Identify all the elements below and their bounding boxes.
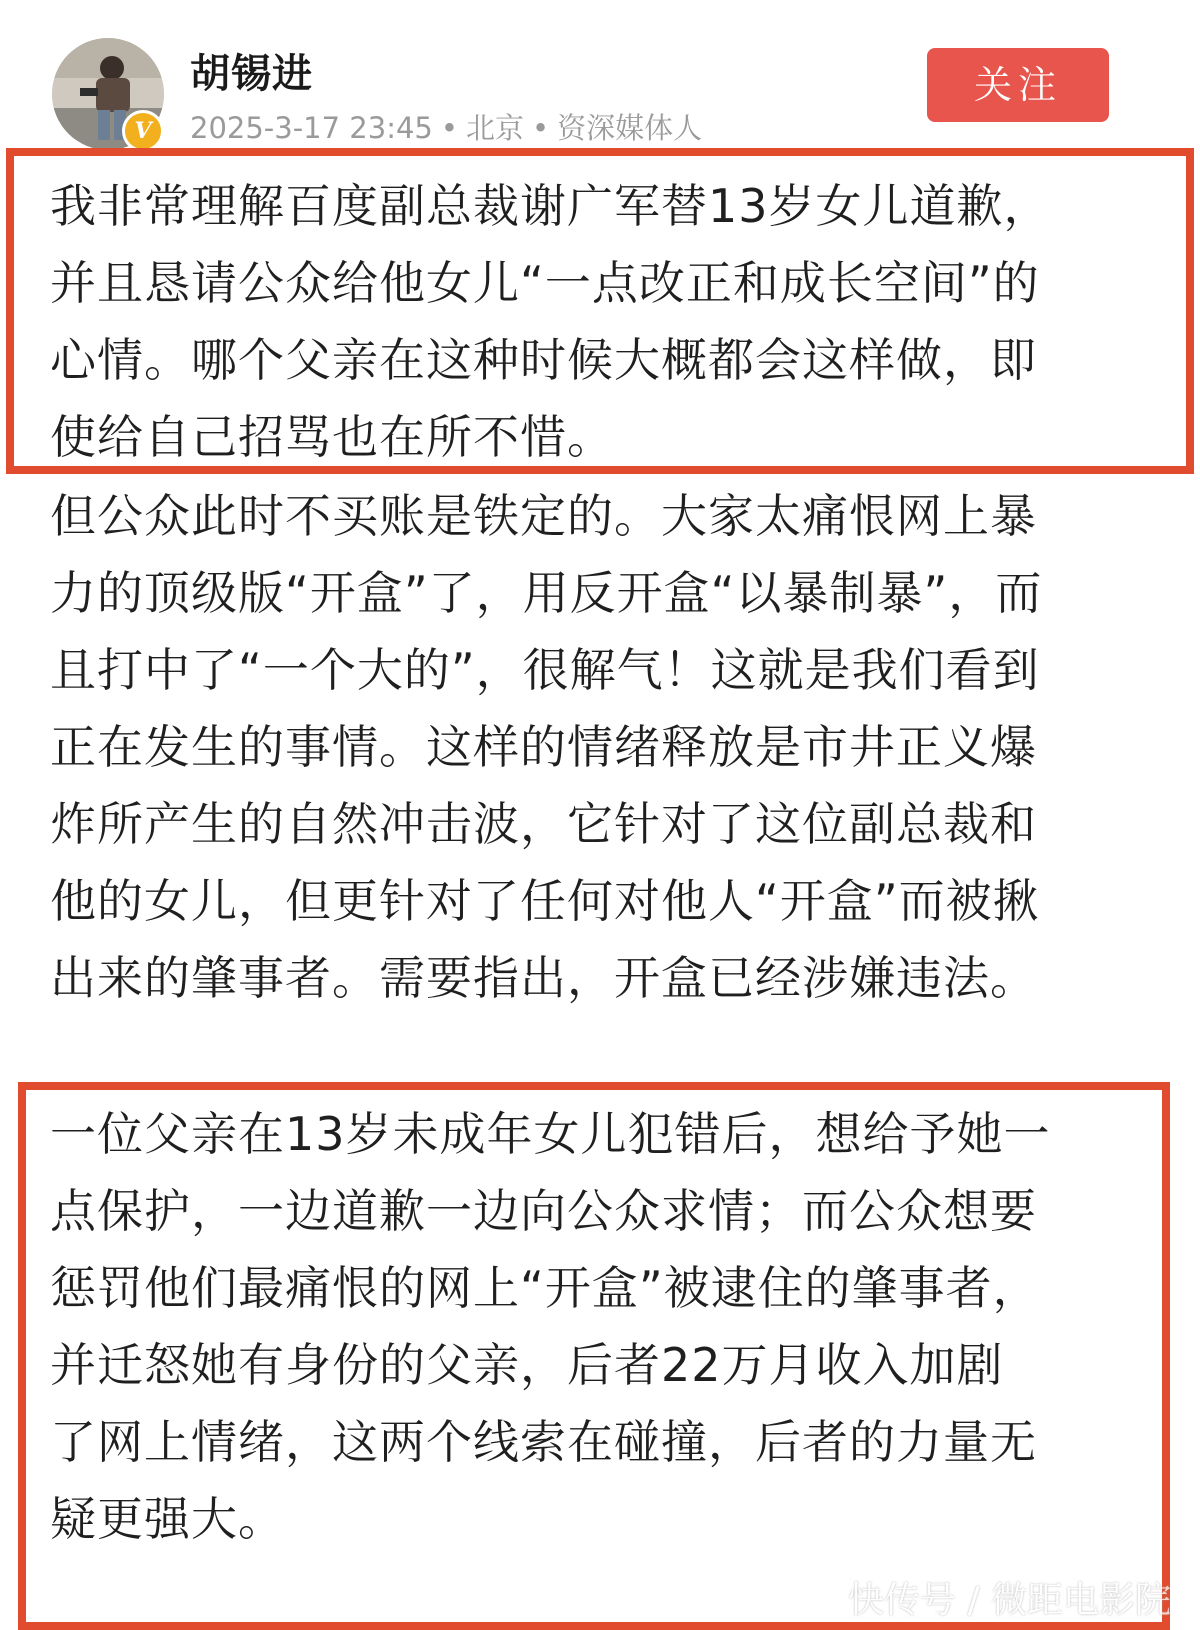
paragraph-line: 力的顶级版“开盒”了，用反开盒“以暴制暴”，而 bbox=[50, 566, 1043, 620]
follow-button[interactable]: 关注 bbox=[927, 48, 1109, 122]
paragraph-line: 点保护，一边道歉一边向公众求情；而公众想要 bbox=[50, 1184, 1037, 1238]
paragraph-line: 但公众此时不买账是铁定的。大家太痛恨网上暴 bbox=[50, 489, 1037, 543]
post-paragraph-3 bbox=[50, 1096, 1051, 1558]
post-meta bbox=[190, 106, 702, 147]
paragraph-line: 并且恳请公众给他女儿“一点改正和成长空间”的 bbox=[50, 256, 1040, 310]
paragraph-line: 炸所产生的自然冲击波，它针对了这位副总裁和 bbox=[50, 797, 1037, 851]
paragraph-line: 我非常理解百度副总裁谢广军替13岁女儿道歉， bbox=[50, 179, 1051, 233]
paragraph-line: 使给自己招骂也在所不惜。 bbox=[50, 410, 614, 464]
paragraph-line: 了网上情绪，这两个线索在碰撞，后者的力量无 bbox=[50, 1415, 1037, 1469]
watermark: 快传号 / 微距电影院 bbox=[848, 1580, 1172, 1621]
meta-separator: • bbox=[440, 111, 458, 145]
meta-separator: • bbox=[532, 111, 550, 145]
paragraph-line: 正在发生的事情。这样的情绪释放是市井正义爆 bbox=[50, 720, 1037, 774]
paragraph-line: 且打中了“一个大的”，很解气！这就是我们看到 bbox=[50, 643, 1040, 697]
paragraph-line: 心情。哪个父亲在这种时候大概都会这样做，即 bbox=[50, 333, 1037, 387]
paragraph-line: 疑更强大。 bbox=[50, 1492, 285, 1546]
post-paragraph-1 bbox=[50, 168, 1051, 476]
post-paragraph-2 bbox=[50, 478, 1042, 1017]
paragraph-line: 并迁怒她有身份的父亲，后者22万月收入加剧 bbox=[50, 1338, 1004, 1392]
post-header bbox=[0, 0, 1200, 150]
paragraph-line: 惩罚他们最痛恨的网上“开盒”被逮住的肇事者， bbox=[50, 1261, 1040, 1315]
author-title: 资深媒体人 bbox=[557, 111, 703, 145]
post-date: 2025-3-17 23:45 bbox=[190, 111, 433, 145]
paragraph-line: 出来的肇事者。需要指出，开盒已经涉嫌违法。 bbox=[50, 951, 1037, 1005]
author-name[interactable]: 胡锡进 bbox=[190, 51, 313, 97]
paragraph-line: 他的女儿，但更针对了任何对他人“开盒”而被揪 bbox=[50, 874, 1040, 928]
paragraph-line: 一位父亲在13岁未成年女儿犯错后，想给予她一 bbox=[50, 1107, 1051, 1161]
post-location: 北京 bbox=[465, 111, 524, 145]
verified-badge-icon: V bbox=[122, 110, 164, 152]
